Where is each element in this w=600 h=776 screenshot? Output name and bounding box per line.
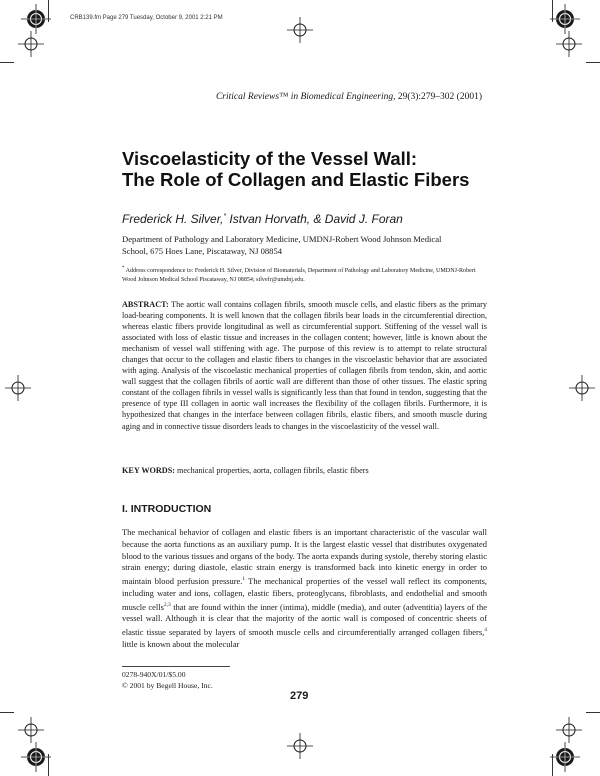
affiliation-line-2: School, 675 Hoes Lane, Piscataway, NJ 08854: [122, 246, 283, 256]
issn-line: 0278-940X/01/$5.00: [122, 670, 186, 679]
abstract-text: The aortic wall contains collagen fibrils, smooth muscle cells, and elastic fibers as the primary load-bearing components. It is well known that the collagen fibrils bear loads in the circumferential direction, whereas elastic fibers provide longitudinal as well as circumferential support. Stiffening of the vessel wall is associated with loss of elastic tissue and increases in the collagen content; however, little is known about the mechanism of vessel wall stiffening with age. The purpose of this review is to attempt to relate structural changes that occur to the collagen and elastic fibers to changes in the viscoelastic behavior that are associated with aging. Analysis of the viscoelastic mechanical properties of collagen fibrils from tendon, skin, and aortic wall suggest that the collagen fibrils of aortic wall are different than those of other tissues. The elastic spring constant of the collagen fibrils in vessel walls is significantly less than that found in tendon, suggesting that the presence of type III collagen in aortic wall increases the flexibility of the collagen fibrils. Furthermore, it is hypothesized that changes in the interface between collagen fibrils, elastic fibers, and smooth muscle during aging and in connective tissue disorders leads to changes in the viscoelasticity of the vessel wall.: [122, 300, 487, 431]
correspondence-footnote: [122, 264, 487, 285]
footnote-divider: [122, 666, 230, 667]
crosshair-mark-icon: [556, 31, 582, 57]
crosshair-mark-icon: [556, 717, 582, 743]
crosshair-mark-icon: [569, 375, 595, 401]
affiliation: [122, 233, 482, 257]
crosshair-mark-icon: [18, 717, 44, 743]
registration-mark-icon: [21, 4, 51, 34]
keywords-label: KEY WORDS:: [122, 466, 175, 475]
title-line-2: The Role of Collagen and Elastic Fibers: [122, 169, 470, 190]
intro-paragraph: [122, 527, 487, 650]
affiliation-line-1: Department of Pathology and Laboratory Medicine, UMDNJ-Robert Wood Johnson Medical: [122, 234, 442, 244]
crop-mark: [48, 754, 49, 776]
crosshair-mark-icon: [5, 375, 31, 401]
journal-citation: 29(3):279–302 (2001): [395, 92, 482, 102]
abstract-label: ABSTRACT:: [122, 300, 169, 309]
crop-mark: [0, 712, 14, 713]
keywords-text: mechanical properties, aorta, collagen fibrils, elastic fibers: [175, 466, 369, 475]
other-authors: Istvan Horvath, & David J. Foran: [226, 212, 403, 226]
crop-mark: [552, 754, 553, 776]
crop-mark: [0, 62, 14, 63]
running-head: [216, 92, 482, 102]
page-number: 279: [290, 690, 309, 702]
crop-mark: [586, 62, 600, 63]
article-title: [122, 148, 482, 190]
crop-mark: [552, 0, 553, 22]
print-slug: CRB139.fm Page 279 Tuesday, October 9, 2001 2:21 PM: [70, 15, 223, 21]
reference-marker[interactable]: 2,3: [163, 601, 171, 608]
crop-mark: [48, 0, 49, 22]
author-list: [122, 212, 403, 226]
reference-marker[interactable]: 4: [484, 627, 487, 633]
registration-mark-icon: [21, 742, 51, 772]
corresponding-author-mark: *: [223, 213, 227, 220]
journal-name: Critical Reviews™ in Biomedical Engineering,: [215, 92, 396, 102]
intro-text: The mechanical properties of the vessel wall reflect its components, including water and ions, collagen, elastic fibers, proteoglycans, fibroblasts, and endothelial and smooth muscle cells: [122, 576, 487, 612]
copyright-notice: © 2001 by Begell House, Inc.: [122, 680, 213, 690]
footnote-text: Address correspondence to: Frederick H. Silver, Division of Biomaterials, Department of Pathology and Laboratory Medicine, UMDNJ-Robert Wood Johnson Medical School Piscataway, NJ 08854; silvefr@umdnj.edu.: [122, 268, 476, 284]
intro-text: little is known about the molecular: [122, 638, 240, 649]
registration-mark-icon: [550, 4, 580, 34]
keywords: [122, 465, 487, 476]
footnote-mark: *: [122, 266, 125, 271]
intro-text: The mechanical behavior of collagen and elastic fibers is an important characteristic of the vascular wall because the aorta functions as an auxiliary pump. It is the largest elastic vessel that distributes oxygenated blood to the various tissues and organs of the body. The aorta expands during systole, thereby storing elastic strain energy; during diastole, elastic strain energy is transformed back into kinetic energy in order to maintain blood perfusion pressure.: [122, 527, 487, 586]
crosshair-mark-icon: [287, 733, 313, 759]
reference-marker[interactable]: 1: [242, 576, 246, 583]
crop-mark: [586, 712, 600, 713]
copyright-block: [122, 670, 213, 691]
title-line-1: Viscoelasticity of the Vessel Wall:: [122, 148, 418, 169]
crosshair-mark-icon: [287, 17, 313, 43]
crosshair-mark-icon: [18, 31, 44, 57]
registration-mark-icon: [550, 742, 580, 772]
author-1: Frederick H. Silver,: [122, 212, 224, 226]
intro-text: that are found within the inner (intima), middle (media), and outer (adventitia) layers of the vessel wall. Although it is clear that the majority of the aortic wall is composed of concentric sheets of elastic tissue separated by layers of smooth muscle cells and circumferentially arranged collagen fibers,: [122, 601, 487, 637]
section-heading: I. INTRODUCTION: [122, 503, 212, 515]
abstract: [122, 299, 487, 432]
